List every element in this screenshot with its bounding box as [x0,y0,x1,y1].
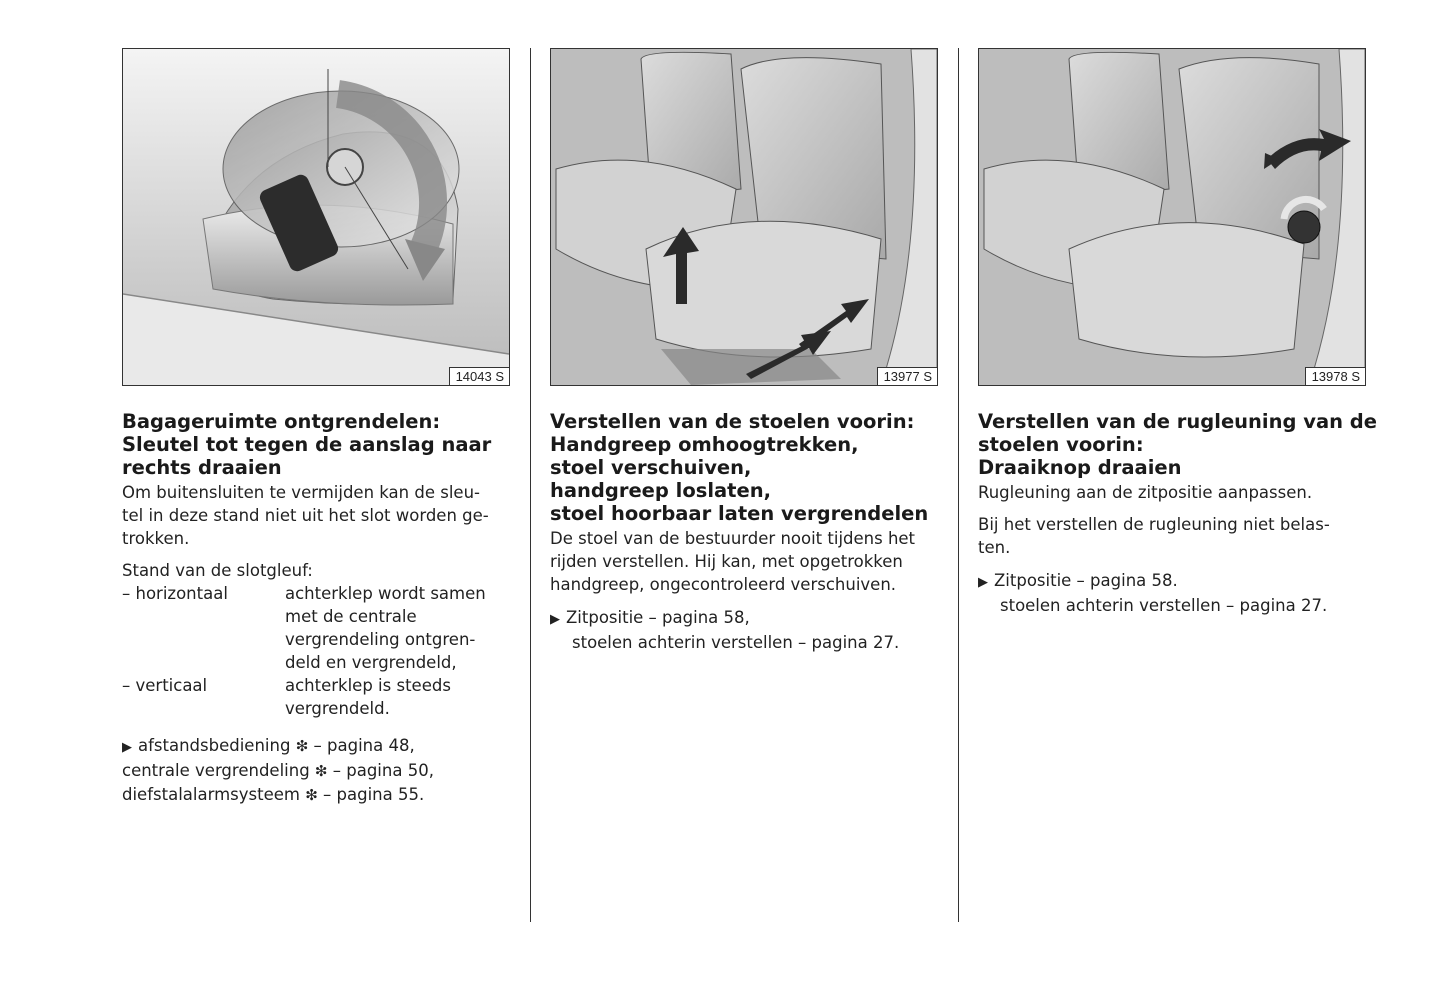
reference-rear-seats[interactable]: stoelen achterin verstellen – pagina 27. [1000,596,1328,615]
figure-trunk-key-lock [122,48,510,386]
cross-references [122,734,510,807]
column-front-seat-adjust [550,48,938,654]
cross-references [550,606,938,654]
figure-backrest-knob [978,48,1366,386]
reference-seating-position[interactable]: ▶ Zitpositie – pagina 58. [978,571,1178,590]
key-lock-illustration [123,49,509,385]
column-divider [958,48,959,922]
reference-alarm-system[interactable]: diefstalalarmsysteem ❇ – pagina 55. [122,785,425,804]
section-heading: Verstellen van de stoelen voorin: Handgreep omhoogtrekken, stoel verschuiven, handgreep loslaten, stoel hoorbaar laten vergrendelen [550,410,929,525]
bullet-triangle-icon: ▶ [122,740,132,755]
figure-number: 13978 S [1305,367,1365,385]
slot-position-vertical: – verticaal achterklep is steeds vergrendeld. [122,676,451,718]
slot-position-list [122,559,510,720]
bullet-triangle-icon: ▶ [978,575,988,590]
seat-slide-illustration [551,49,937,385]
backrest-knob-illustration [979,49,1365,385]
optional-equipment-icon: ❇ [305,786,318,804]
section-heading: Verstellen van de rugleuning van de stoelen voorin: Draaiknop draaien [978,410,1377,479]
reference-rear-seats[interactable]: stoelen achterin verstellen – pagina 27. [572,633,900,652]
figure-number: 13977 S [877,367,937,385]
reference-seating-position[interactable]: ▶ Zitpositie – pagina 58, [550,608,750,627]
bullet-triangle-icon: ▶ [550,612,560,627]
slot-position-horizontal: – horizontaal achterklep wordt samen met de centrale vergrendeling ontgren- deld en vergrendeld, [122,584,486,672]
reference-remote-control[interactable]: ▶ afstandsbediening ❇ – pagina 48, [122,736,415,755]
section-heading: Bagageruimte ontgrendelen: Sleutel tot tegen de aanslag naar rechts draaien [122,410,492,479]
slot-intro: Stand van de slotgleuf: [122,561,313,580]
body-paragraph: Om buitensluiten te vermijden kan de sleu- tel in deze stand niet uit het slot worden ge- trokken. [122,483,489,548]
body-paragraph: De stoel van de bestuurder nooit tijdens het rijden verstellen. Hij kan, met opgetrokken handgreep, ongecontroleerd verschuiven. [550,529,916,594]
cross-references [978,569,1366,617]
figure-front-seat-slide [550,48,938,386]
body-paragraph: Rugleuning aan de zitpositie aanpassen. [978,483,1313,502]
column-backrest-adjust [978,48,1377,617]
reference-central-locking[interactable]: centrale vergrendeling ❇ – pagina 50, [122,761,434,780]
column-trunk-unlock [122,48,510,807]
figure-number: 14043 S [449,367,509,385]
body-paragraph: Bij het verstellen de rugleuning niet belas- ten. [978,515,1330,557]
optional-equipment-icon: ❇ [295,737,309,755]
column-divider [530,48,531,922]
optional-equipment-icon: ❇ [314,762,328,780]
